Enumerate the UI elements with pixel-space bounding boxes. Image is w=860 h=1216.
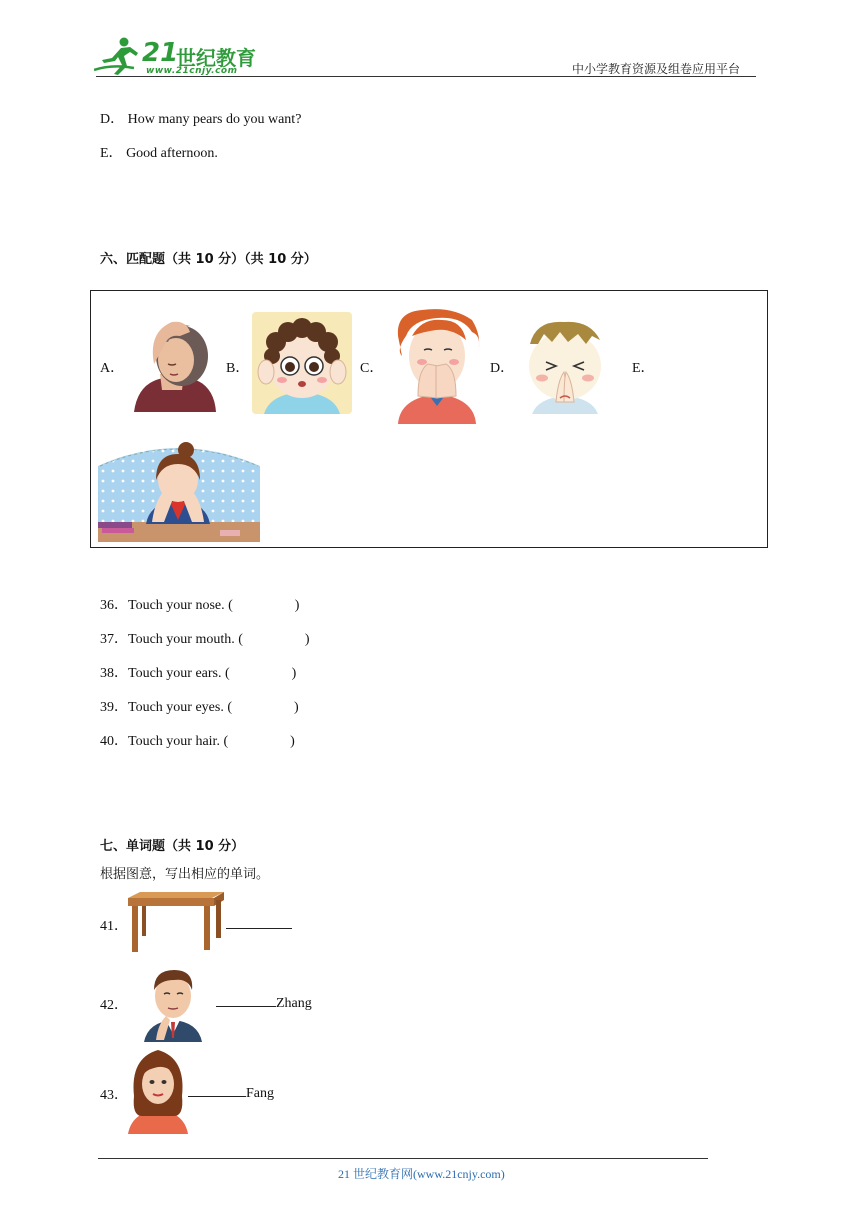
woman-touching-hair-picture	[124, 312, 220, 412]
picture-label-a: A．	[100, 361, 125, 376]
question-number: 37．	[100, 632, 128, 647]
question-42-number: 42．	[100, 998, 128, 1013]
man-picture	[130, 964, 216, 1042]
answer-blank-42[interactable]	[216, 994, 276, 1007]
boy-touching-nose-picture	[516, 314, 614, 414]
question-38	[100, 662, 296, 682]
question-text: Touch your ears. (	[128, 666, 230, 681]
section-title-matching: 六、匹配题（共 10 分）（共 10 分）	[100, 252, 317, 267]
picture-label-e: E．	[632, 361, 655, 376]
question-text: Touch your mouth. (	[128, 632, 243, 647]
picture-label-b: B．	[226, 361, 250, 376]
option-letter: E．	[100, 146, 123, 161]
table-picture	[126, 890, 226, 954]
option-text: How many pears do you want?	[127, 112, 302, 127]
question-number: 40．	[100, 734, 128, 749]
question-close-paren: )	[304, 632, 310, 647]
child-touching-ears-picture	[252, 312, 352, 414]
surname-text: Zhang	[276, 996, 312, 1011]
question-37	[100, 628, 310, 648]
question-close-paren: )	[294, 700, 299, 715]
question-42-answer	[216, 994, 312, 1012]
footer-text: 21 世纪教育网(www.21cnjy.com)	[338, 1167, 505, 1181]
header	[92, 30, 762, 80]
question-39	[100, 696, 299, 716]
question-number: 38．	[100, 666, 128, 681]
question-close-paren: )	[290, 734, 295, 749]
header-divider	[96, 76, 756, 77]
question-text: Touch your nose. (	[128, 598, 233, 613]
footer-divider	[98, 1158, 708, 1159]
logo-brand: 世纪教育	[176, 46, 256, 70]
question-41-number: 41．	[100, 919, 128, 934]
question-43-number: 43．	[100, 1088, 128, 1103]
question-40	[100, 730, 295, 750]
question-text: Touch your eyes. (	[128, 700, 232, 715]
option-d	[100, 108, 301, 128]
answer-blank-43[interactable]	[188, 1084, 246, 1097]
girl-touching-eyes-picture	[98, 436, 260, 542]
option-text: Good afternoon.	[126, 146, 218, 161]
picture-label-d: D．	[490, 361, 515, 376]
section-title-words: 七、单词题（共 10 分）	[100, 839, 245, 854]
woman-picture	[128, 1046, 188, 1134]
option-e	[100, 142, 218, 162]
surname-text: Fang	[246, 1086, 274, 1101]
platform-name: 中小学教育资源及组卷应用平台	[572, 62, 741, 76]
picture-label-c: C．	[360, 361, 384, 376]
answer-blank-41[interactable]	[226, 916, 292, 929]
question-43-answer	[188, 1084, 274, 1102]
girl-covering-mouth-picture	[392, 306, 482, 424]
question-36	[100, 594, 299, 614]
section-instruction: 根据图意，写出相应的单词。	[100, 867, 270, 882]
logo-url: www.21cnjy.com	[146, 66, 238, 76]
option-letter: D．	[100, 112, 125, 127]
logo-runner-icon	[94, 36, 142, 76]
question-number: 36．	[100, 598, 128, 613]
question-number: 39．	[100, 700, 128, 715]
question-text: Touch your hair. (	[128, 734, 229, 749]
question-close-paren: )	[291, 666, 297, 681]
question-close-paren: )	[294, 598, 300, 613]
logo-number: 21	[142, 38, 179, 68]
